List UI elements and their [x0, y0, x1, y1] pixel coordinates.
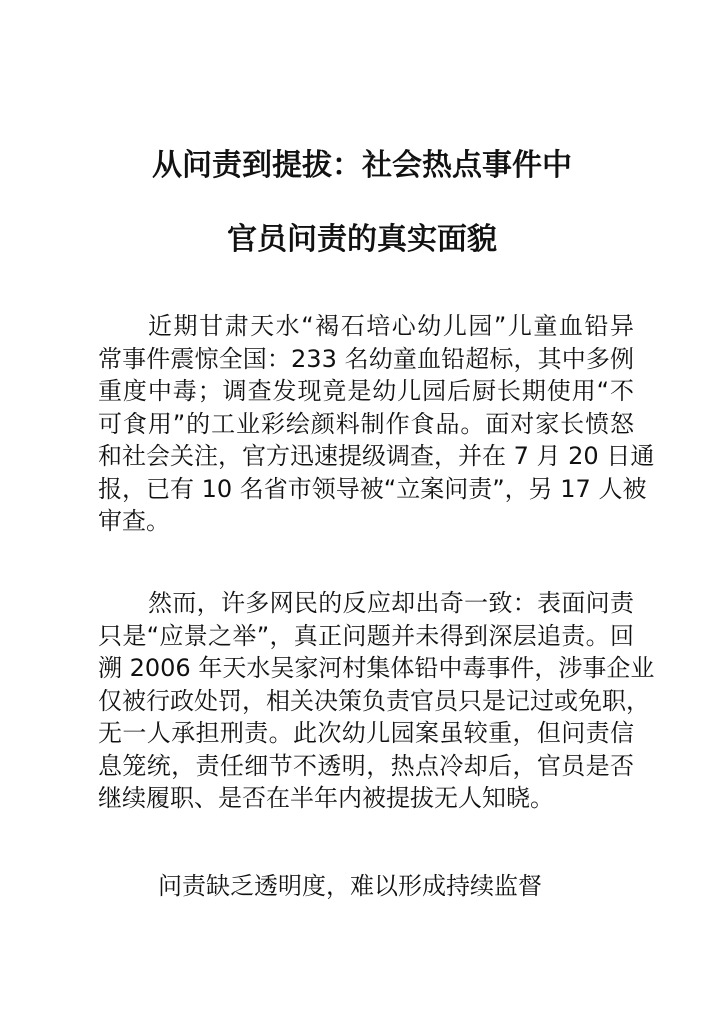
paragraph-1 — [98, 310, 655, 538]
text-line: 报，已有 10 名省市领导被“立案问责”，另 17 人被 — [98, 474, 647, 503]
text-line: 只是“应景之举”，真正问题并未得到深层追责。回 — [98, 621, 634, 650]
text-line: 然而，许多网民的反应却出奇一致：表面问责 — [148, 589, 634, 617]
paragraph-2 — [98, 587, 655, 815]
text-line: 仅被行政处罚，相关决策负责官员只是记过或免职， — [98, 686, 650, 715]
text-line: 近期甘肃天水“褐石培心幼儿园”儿童血铅异 — [148, 312, 634, 340]
text-line: 重度中毒；调查发现竟是幼儿园后厨长期使用“不 — [98, 377, 634, 405]
text-line: 常事件震惊全国：233 名幼童血铅超标，其中多例 — [98, 344, 634, 373]
text-line: 无一人承担刑责。此次幼儿园案虽较重，但问责信 — [98, 719, 634, 747]
section-subheading: 问责缺乏透明度，难以形成持续监督 — [158, 872, 542, 900]
text-line: 审查。 — [98, 507, 170, 535]
text-line: 和社会关注，官方迅速提级调查，并在 7 月 20 日通 — [98, 442, 655, 470]
text-line: 息笼统，责任细节不透明，热点冷却后，官员是否 — [98, 751, 634, 780]
text-line: 溯 2006 年天水吴家河村集体铅中毒事件，涉事企业 — [98, 654, 655, 682]
document-title-line-2: 官员问责的真实面貌 — [227, 222, 497, 257]
text-line: 继续履职、是否在半年内被提拔无人知晓。 — [98, 784, 554, 812]
document-title-line-1: 从问责到提拔：社会热点事件中 — [152, 148, 572, 183]
text-line: 可食用”的工业彩绘颜料制作食品。面对家长愤怒 — [98, 409, 634, 438]
